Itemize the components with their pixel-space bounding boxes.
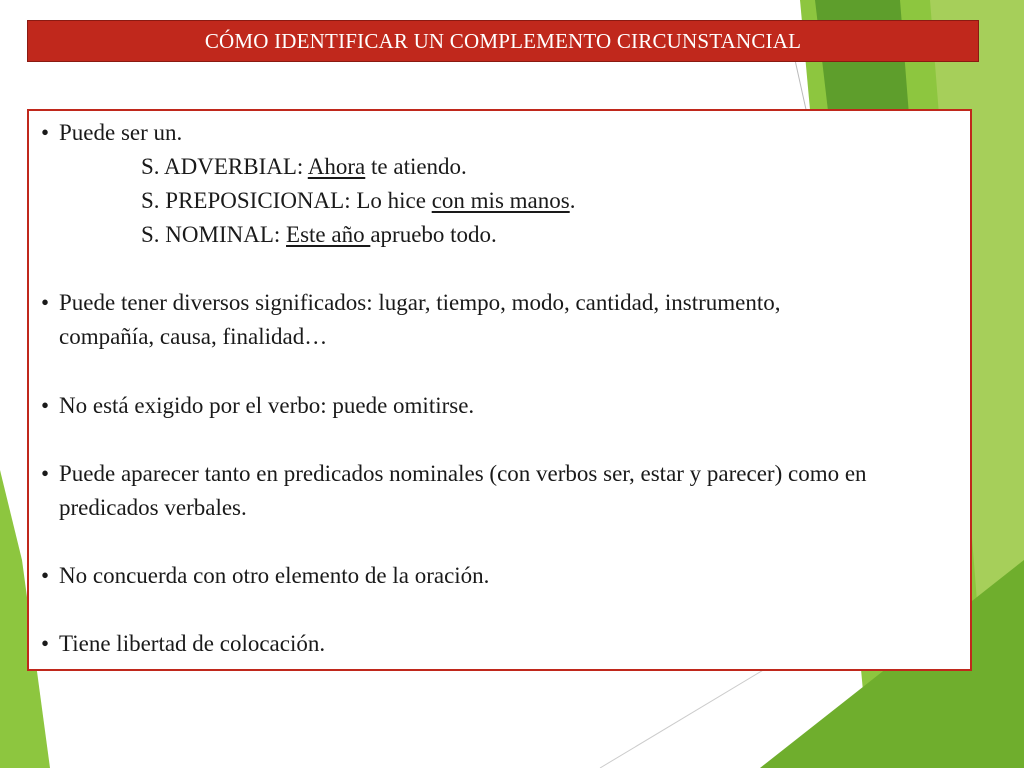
list-item	[29, 286, 781, 320]
bullet-icon: •	[41, 290, 50, 315]
sub-item-suffix: .	[569, 188, 576, 213]
item-text: Puede aparecer tanto en predicados nominales (con verbos ser, estar y parecer) como en	[59, 461, 867, 486]
slide-title: CÓMO IDENTIFICAR UN COMPLEMENTO CIRCUNSTANCIAL	[27, 20, 979, 62]
bullet-icon: •	[41, 393, 50, 418]
item-text: Puede tener diversos significados: lugar, tiempo, modo, cantidad, instrumento,	[59, 290, 781, 315]
underlined-example: Este año	[286, 222, 371, 247]
sub-item-nominal	[141, 218, 497, 252]
sub-item-suffix: apruebo todo.	[370, 222, 497, 247]
list-item	[29, 457, 867, 491]
thin-line-bottom	[600, 660, 780, 768]
bullet-icon: •	[41, 461, 50, 486]
bullet-icon: •	[41, 563, 50, 588]
sub-item-prefix: S. NOMINAL:	[141, 222, 287, 247]
sub-item-suffix: te atiendo.	[365, 154, 467, 179]
item-text: No concuerda con otro elemento de la oración.	[59, 563, 490, 588]
item-text: Tiene libertad de colocación.	[59, 631, 326, 656]
bullet-icon: •	[41, 631, 50, 656]
sub-item-adverbial	[141, 150, 467, 184]
underlined-example: Ahora	[307, 154, 366, 179]
bullet-icon: •	[41, 120, 50, 145]
content-box	[27, 109, 972, 671]
sub-item-prefix: S. PREPOSICIONAL: Lo hice	[141, 188, 432, 213]
sub-item-preposicional	[141, 184, 575, 218]
item-text: Puede ser un.	[59, 120, 183, 145]
underlined-example: con mis manos	[431, 188, 570, 213]
item-text: No está exigido por el verbo: puede omitirse.	[59, 393, 475, 418]
sub-item-prefix: S. ADVERBIAL:	[141, 154, 308, 179]
list-item	[29, 559, 489, 593]
list-item	[29, 627, 325, 661]
item-text-continuation: compañía, causa, finalidad…	[59, 324, 328, 349]
list-item	[29, 116, 182, 150]
list-item	[29, 389, 474, 423]
item-text-continuation: predicados verbales.	[59, 495, 247, 520]
